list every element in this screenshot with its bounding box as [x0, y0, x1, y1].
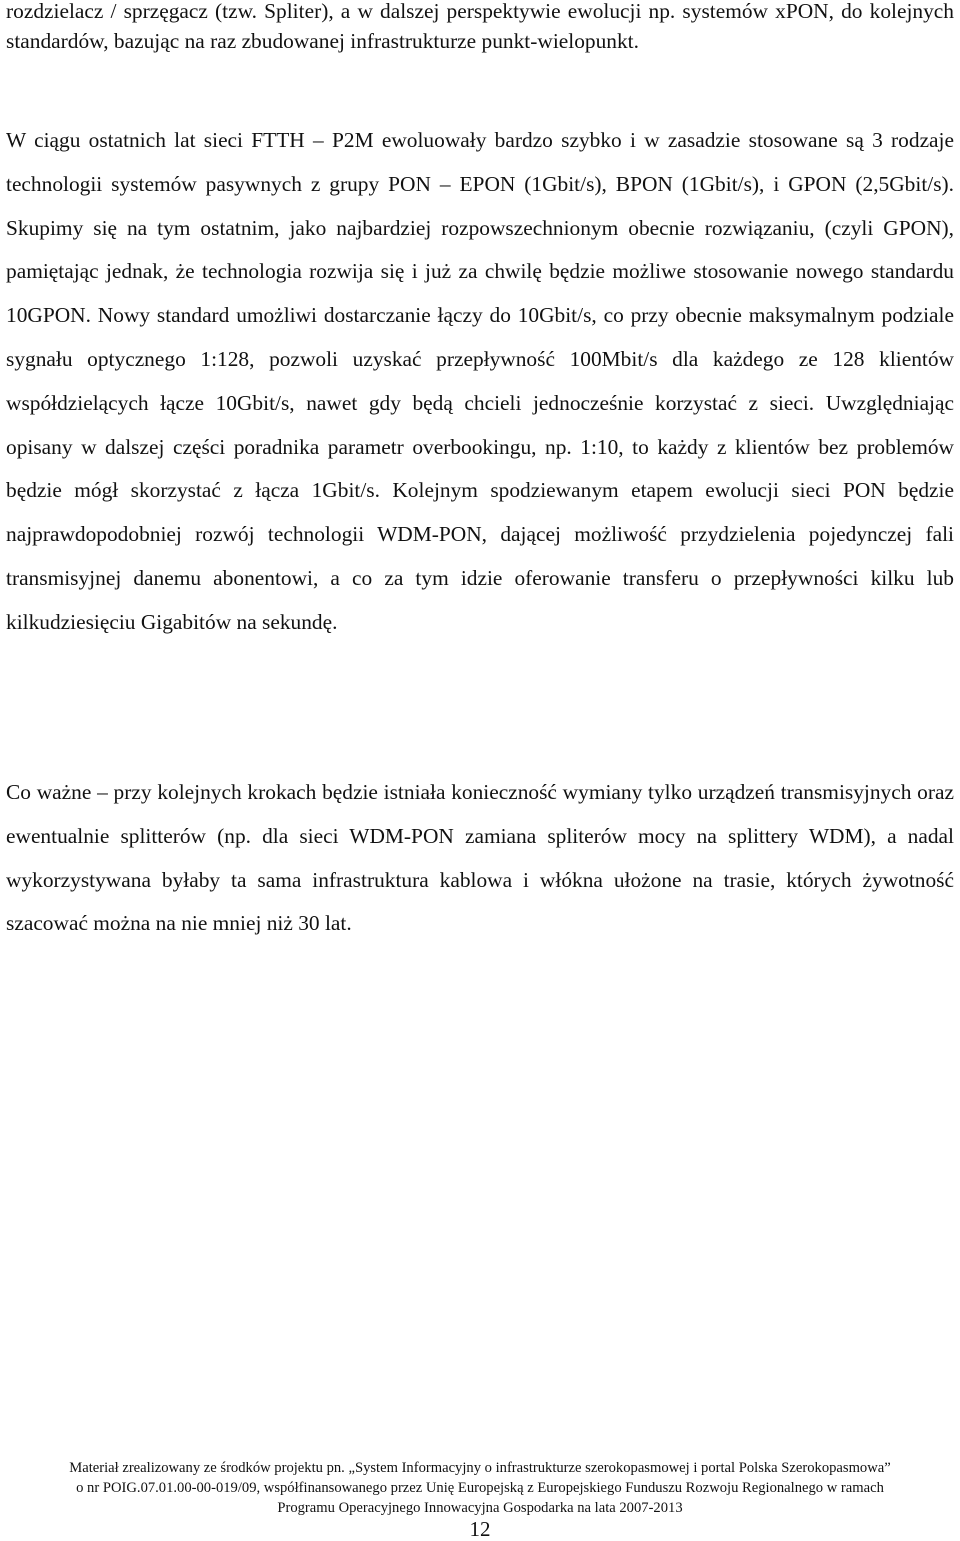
paragraph-intro: rozdzielacz / sprzęgacz (tzw. Spliter), a w dalszej perspektywie ewolucji np. systemów xPON, do kolejnych standardów, bazując na raz zbudowanej infrastrukturze punkt-wielopunkt. — [6, 0, 954, 53]
footer-line-1: Materiał zrealizowany ze środków projektu pn. „System Informacyjny o infrastrukturze szerokopasmowej i portal Polska Szerokopasmowa” — [69, 1460, 891, 1476]
page-footer — [0, 1458, 960, 1518]
page-number: 12 — [469, 1517, 491, 1541]
footer-line-3: Programu Operacyjnego Innowacyjna Gospodarka na lata 2007-2013 — [277, 1500, 683, 1516]
paragraph-pon-technologies: W ciągu ostatnich lat sieci FTTH – P2M ewoluowały bardzo szybko i w zasadzie stosowane są 3 rodzaje technologii systemów pasywnych z grupy PON – EPON (1Gbit/s), BPON (1Gbit/s), i GPON (2,5Gbit/s). Skupimy się na tym ostatnim, jako najbardziej rozpowszechnionym obecnie rozwiązaniu, (czyli GPON), pamiętając jednak, że technologia rozwija się i już za chwilę będzie możliwe stosowanie nowego standardu 10GPON. Nowy standard umożliwi dostarczanie łączy do 10Gbit/s, co przy obecnie maksymalnym podziale sygnału optycznego 1:128, pozwoli uzyskać przepływność 100Mbit/s dla każdego ze 128 klientów współdzielących łącze 10Gbit/s, nawet gdy będą chcieli jednocześnie korzystać z sieci. Uwzględniając opisany w dalszej części poradnika parametr overbookingu, np. 1:10, to każdy z klientów bez problemów będzie mógł skorzystać z łącza 1Gbit/s. Kolejnym spodziewanym etapem ewolucji sieci PON będzie najprawdopodobniej rozwój technologii WDM-PON, dającej możliwość przydzielenia pojedynczej fali transmisyjnej danemu abonentowi, a co za tym idzie oferowanie transferu o przepływności kilku lub kilkudziesięciu Gigabitów na sekundę. — [6, 128, 954, 634]
footer-line-2: o nr POIG.07.01.00-00-019/09, współfinansowanego przez Unię Europejską z Europejskiego Funduszu Rozwoju Regionalnego w ramach — [76, 1480, 884, 1496]
paragraph-infrastructure-lifetime: Co ważne – przy kolejnych krokach będzie istniała konieczność wymiany tylko urządzeń transmisyjnych oraz ewentualnie splitterów (np. dla sieci WDM-PON zamiana spliterów mocy na splittery WDM), a nadal wykorzystywana byłaby ta sama infrastruktura kablowa i włókna ułożone na trasie, których żywotność szacować można na nie mniej niż 30 lat. — [6, 780, 954, 936]
